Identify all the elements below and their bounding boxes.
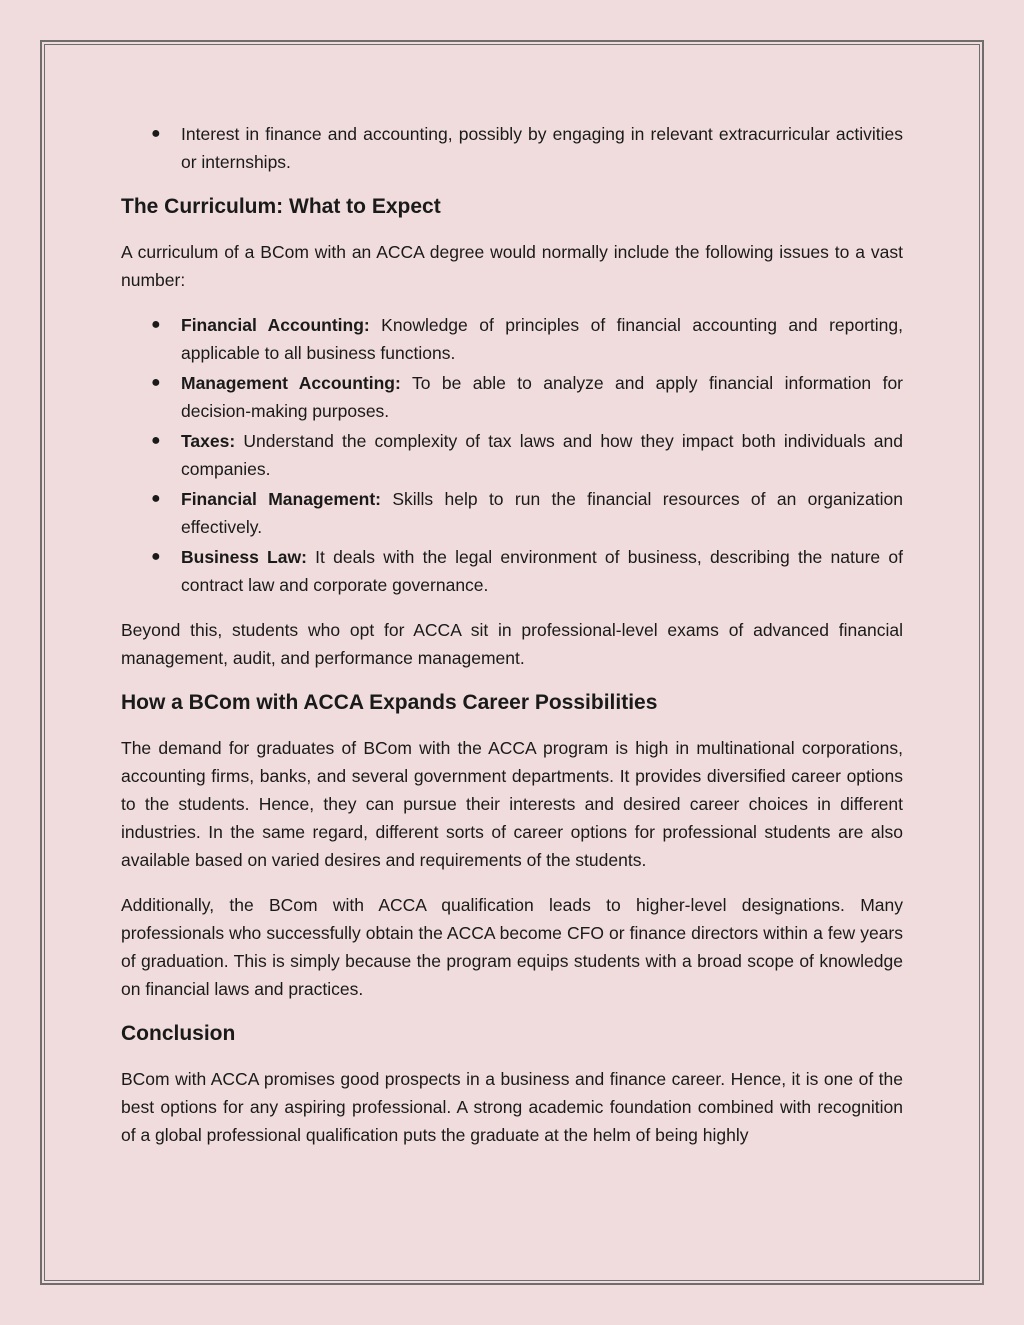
conclusion-heading: Conclusion (121, 1022, 236, 1045)
curriculum-intro: A curriculum of a BCom with an ACCA degree would normally include the following issues to a vast number: (121, 242, 903, 290)
list-item (151, 369, 904, 425)
bullet-icon: ● (151, 316, 161, 333)
bullet-icon: ● (151, 548, 161, 565)
careers-paragraph-2: Additionally, the BCom with ACCA qualification leads to higher-level designations. Many professionals who successfully obtain the ACCA become CFO or finance directors within a few years of graduation. This is simply because the program equips students with a broad scope of knowledge on financial laws and practices. (121, 895, 903, 999)
list-item-text: To be able to analyze and apply financial information for decision-making purposes. (181, 373, 904, 421)
list-item (151, 427, 903, 483)
careers-heading: How a BCom with ACCA Expands Career Possibilities (121, 691, 658, 714)
curriculum-list (121, 311, 903, 599)
conclusion-paragraph: BCom with ACCA promises good prospects in a business and finance career. Hence, it is one of the best options for any aspiring professional. A strong academic foundation combined with recognition of a global professional qualification puts the graduate at the helm of being highly (121, 1069, 903, 1145)
document-body (121, 120, 903, 1166)
list-item-term: Management Accounting: (181, 373, 401, 393)
list-item-term: Business Law: (181, 547, 307, 567)
list-item: ● Interest in finance and accounting, possibly by engaging in relevant extracurricular activities or internships. (181, 120, 903, 176)
list-item-term: Financial Management: (181, 489, 381, 509)
list-item-text: It deals with the legal environment of business, describing the nature of contract law and corporate governance. (181, 547, 903, 595)
list-item (151, 311, 903, 367)
list-item-text: Skills help to run the financial resources of an organization effectively. (181, 489, 903, 537)
list-item (151, 485, 903, 541)
curriculum-heading: The Curriculum: What to Expect (121, 195, 441, 218)
bullet-icon: ● (151, 432, 161, 449)
list-item-text: Understand the complexity of tax laws and how they impact both individuals and companies. (181, 431, 903, 479)
list-item-term: Financial Accounting: (181, 315, 370, 335)
bullet-icon: ● (151, 490, 161, 507)
bullet-icon: ● (151, 374, 161, 391)
curriculum-outro: Beyond this, students who opt for ACCA sit in professional-level exams of advanced financial management, audit, and performance management. (121, 620, 903, 668)
list-item-text: Knowledge of principles of financial accounting and reporting, applicable to all business functions. (181, 315, 903, 363)
requirements-list (121, 120, 903, 176)
bullet-icon: ● (151, 125, 161, 142)
careers-paragraph-1: The demand for graduates of BCom with the ACCA program is high in multinational corporations, accounting firms, banks, and several government departments. It provides diversified career options to the students. Hence, they can pursue their interests and desired career choices in different industries. In the same regard, different sorts of career options for professional students are also available based on varied desires and requirements of the students. (121, 738, 903, 870)
list-item-term: Taxes: (181, 431, 236, 451)
list-item (151, 543, 903, 599)
